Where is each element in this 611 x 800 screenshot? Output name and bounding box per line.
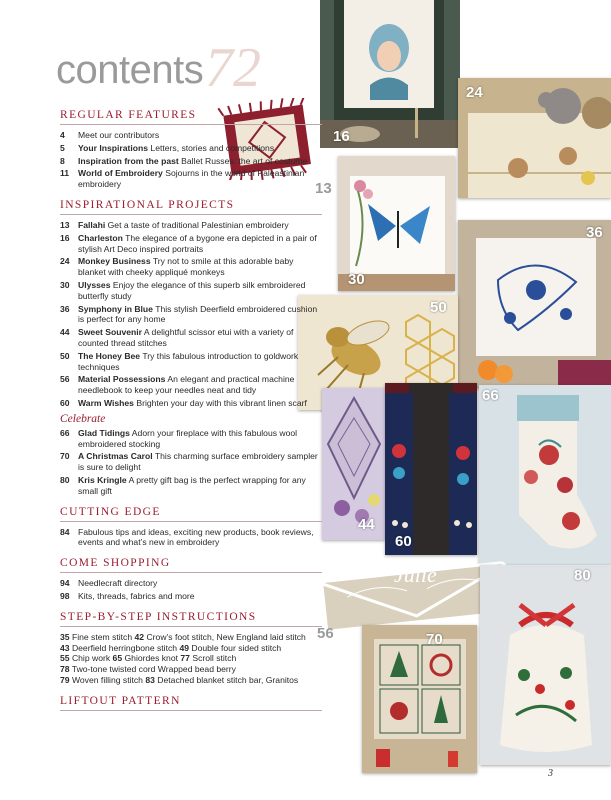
contents-item[interactable]: 70 A Christmas Carol This charming surface embroidery sampler is sure to delight [60, 451, 318, 473]
photo-glad-tidings [479, 385, 611, 565]
contents-item[interactable]: 84 Fabulous tips and ideas, exciting new products, book reviews, events and what’s new in embroidery [60, 526, 314, 548]
photo-label-24: 24 [466, 84, 483, 101]
photo-label-50: 50 [430, 299, 447, 316]
contents-column [60, 109, 322, 716]
contents-item[interactable]: 13 Fallahi Get a taste of traditional Palestinian embroidery [60, 219, 289, 230]
contents-item[interactable]: 94 Needlecraft directory [60, 578, 158, 589]
christmas-sampler-illustration [362, 625, 477, 773]
contents-item[interactable]: 60 Warm Wishes Brighten your day with this vibrant linen scarf [60, 397, 307, 408]
photo-sweet-souvenir-main [322, 388, 385, 540]
contents-item[interactable]: 8 Inspiration from the past Ballet Russes: the art of costume [60, 155, 308, 166]
photo-label-70: 70 [426, 631, 443, 648]
step-line[interactable]: 78 Two-tone twisted cord Wrapped bead berry [60, 664, 236, 675]
step-line[interactable]: 43 Deerfield herringbone stitch 49 Double four sided stitch [60, 642, 282, 653]
needlebook-name: Julie [394, 562, 437, 587]
contents-item[interactable]: 5 Your Inspirations Letters, stories and competitions [60, 142, 275, 153]
inspirational-projects-list [60, 220, 322, 409]
photo-label-30: 30 [348, 271, 365, 288]
photo-a-christmas-carol [362, 625, 477, 773]
photo-symphony-in-blue [458, 220, 611, 388]
photo-label-66: 66 [482, 387, 499, 404]
celebrate-list [60, 428, 322, 497]
contents-item[interactable]: 16 Charleston The elegance of a bygone era depicted in a pair of stylish Art Deco inspired portraits [60, 232, 317, 254]
photo-label-80: 80 [574, 567, 591, 584]
contents-item[interactable]: 44 Sweet Souvenir A delightful scissor etui with a variety of counted thread stitches [60, 327, 294, 348]
section-heading-inspirational-projects: INSPIRATIONAL PROJECTS [60, 199, 322, 215]
gift-bag-illustration [480, 565, 611, 765]
photo-ulysses [338, 156, 455, 291]
contents-item[interactable]: 4 Meet our contributors [60, 130, 160, 140]
photo-warm-wishes [385, 383, 477, 555]
scissor-etui-illustration [322, 388, 385, 540]
section-heading-step-by-step: STEP-BY-STEP INSTRUCTIONS [60, 611, 322, 627]
photo-monkey-business [458, 78, 611, 198]
photo-label-16: 16 [333, 128, 350, 145]
photo-label-13: 13 [315, 180, 332, 197]
section-heading-liftout-pattern: LIFTOUT PATTERN [60, 695, 322, 711]
stocking-illustration [479, 385, 611, 565]
photo-charleston [320, 0, 460, 148]
step-line[interactable]: 35 Fine stem stitch 42 Crow’s foot stitch, New England laid stitch [60, 631, 306, 642]
issue-number: 72 [205, 37, 261, 99]
photo-label-44: 44 [358, 516, 375, 533]
step-by-step-list [60, 632, 322, 686]
contents-item[interactable]: 66 Glad Tidings Adorn your fireplace with this fabulous wool embroidered stocking [60, 427, 298, 449]
photo-label-36: 36 [586, 224, 603, 241]
step-line[interactable]: 55 Chip work 65 Ghiordes knot 77 Scroll stitch [60, 653, 237, 664]
section-heading-regular-features: REGULAR FEATURES [60, 109, 322, 125]
contents-item[interactable]: 30 Ulysses Enjoy the elegance of this superb silk embroidered butterfly study [60, 279, 306, 301]
photo-label-60: 60 [395, 533, 412, 550]
contents-item[interactable]: 36 Symphony in Blue This stylish Deerfield embroidered cushion is perfect for any home [60, 303, 318, 325]
contents-item[interactable]: 50 The Honey Bee Try this fabulous introduction to goldwork techniques [60, 350, 299, 372]
linen-scarf-illustration [385, 383, 477, 555]
contents-item[interactable]: 11 World of Embroidery Sojourns in the world of Paleastinian embroidery [60, 168, 305, 190]
step-line[interactable]: 79 Woven filling stitch 83 Detached blanket stitch bar, Granitos [60, 674, 299, 685]
section-heading-come-shopping: COME SHOPPING [60, 557, 322, 573]
blue-cushion-illustration [458, 220, 611, 388]
contents-item[interactable]: 98 Kits, threads, fabrics and more [60, 590, 195, 601]
subheading-celebrate: Celebrate [60, 412, 106, 425]
contents-item[interactable]: 56 Material Possessions An elegant and practical machine needlebook to keep your needles neat and tidy [60, 374, 295, 396]
page-title: contents [56, 48, 204, 92]
section-heading-cutting-edge: CUTTING EDGE [60, 506, 322, 522]
page-number: 3 [548, 768, 553, 779]
photo-label-56: 56 [317, 625, 334, 642]
regular-features-list [60, 130, 322, 190]
photo-kris-kringle [480, 565, 611, 765]
contents-item[interactable]: 24 Monkey Business Try not to smile at this adorable baby blanket with cheeky appliqué monkeys [60, 256, 294, 278]
contents-item[interactable]: 80 Kris Kringle A pretty gift bag is the perfect wrapping for any small gift [60, 474, 306, 496]
framed-portrait-illustration [320, 0, 460, 148]
